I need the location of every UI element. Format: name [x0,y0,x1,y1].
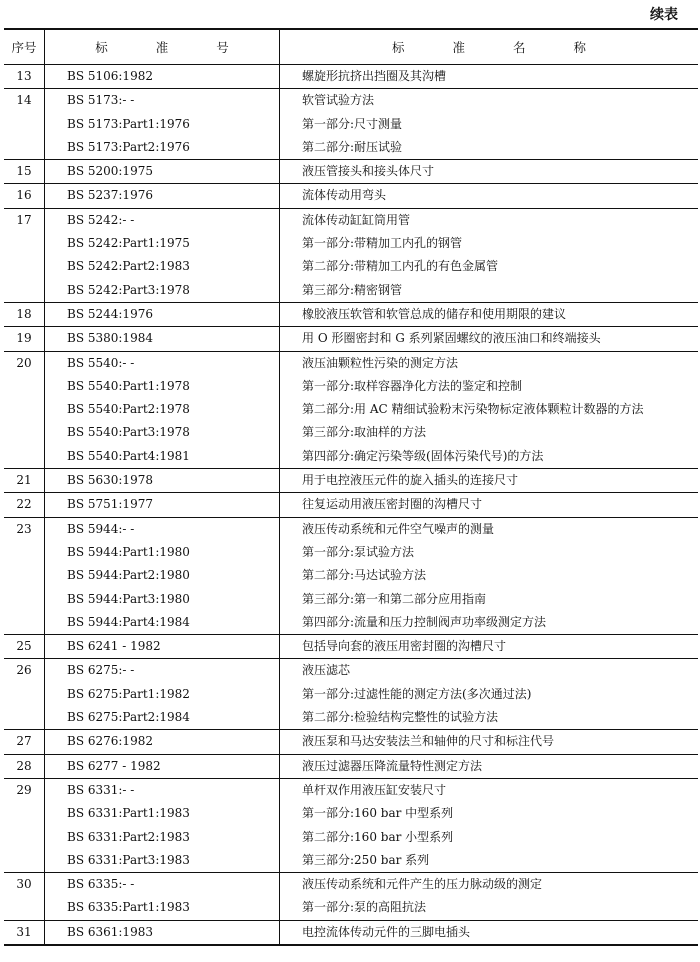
standard-code: BS 5173:Part2:1976 [44,136,279,159]
table-row [4,65,698,88]
standard-name: 单杆双作用液压缸安装尺寸 [279,779,698,802]
standard-code: BS 5242:Part3:1978 [44,279,279,302]
row-number [4,541,44,564]
standard-code: BS 6361:1983 [44,921,279,944]
table-row [4,588,698,611]
standard-name: 第二部分:检验结构完整性的试验方法 [279,706,698,729]
standard-code: BS 6277 - 1982 [44,755,279,778]
standard-name: 液压传动系统和元件产生的压力脉动级的测定 [279,873,698,896]
standard-code: BS 5540:Part4:1981 [44,445,279,468]
header-standard-no: 标 准 号 [44,30,279,64]
row-number [4,421,44,444]
standard-name: 第一部分:带精加工内孔的钢管 [279,232,698,255]
standard-name: 用 O 形圈密封和 G 系列紧固螺纹的液压油口和终端接头 [279,327,698,350]
standard-code: BS 5237:1976 [44,184,279,207]
standard-code: BS 5540:Part3:1978 [44,421,279,444]
table-row [4,208,698,232]
standard-name: 第三部分:精密钢管 [279,279,698,302]
row-number [4,255,44,278]
table-row [4,468,698,492]
standard-name: 第三部分:第一和第二部分应用指南 [279,588,698,611]
standard-code: BS 6275:Part1:1982 [44,683,279,706]
standard-name: 第四部分:确定污染等级(固体污染代号)的方法 [279,445,698,468]
standards-table [4,28,698,946]
standard-name: 流体传动用弯头 [279,184,698,207]
row-number [4,375,44,398]
standard-code: BS 5173:- - [44,89,279,112]
standard-name: 液压管接头和接头体尺寸 [279,160,698,183]
table-row [4,183,698,207]
header-no: 序号 [11,40,37,55]
standard-name: 第一部分:取样容器净化方法的鉴定和控制 [279,375,698,398]
standard-name: 第一部分:尺寸测量 [279,113,698,136]
standard-name: 第四部分:流量和压力控制阀声功率级测定方法 [279,611,698,634]
standard-code: BS 5200:1975 [44,160,279,183]
standard-name: 螺旋形抗挤出挡圈及其沟槽 [279,65,698,88]
standard-name: 橡胶液压软管和软管总成的储存和使用期限的建议 [279,303,698,326]
standard-code: BS 5751:1977 [44,493,279,516]
table-row [4,351,698,375]
row-number: 31 [16,924,32,939]
table-row [4,88,698,112]
table-header [4,30,698,65]
table-row [4,375,698,398]
table-row [4,255,698,278]
standard-code: BS 6331:Part1:1983 [44,802,279,825]
table-row [4,872,698,896]
table-row [4,896,698,919]
standard-code: BS 5540:Part1:1978 [44,375,279,398]
row-number: 16 [16,188,32,203]
table-row [4,634,698,658]
row-number: 13 [16,69,32,83]
table-row [4,232,698,255]
standard-name: 第二部分:用 AC 精细试验粉末污染物标定液体颗粒计数器的方法 [279,398,698,421]
standard-name: 第二部分:带精加工内孔的有色金属管 [279,255,698,278]
row-number [4,564,44,587]
table-row [4,683,698,706]
standard-name: 液压传动系统和元件空气噪声的测量 [279,518,698,541]
table-row [4,159,698,183]
standard-code: BS 6275:Part2:1984 [44,706,279,729]
standard-name: 第三部分:取油样的方法 [279,421,698,444]
standard-code: BS 5630:1978 [44,469,279,492]
row-number: 27 [16,734,32,749]
standard-name: 第一部分:泵试验方法 [279,541,698,564]
standard-name: 第一部分:160 bar 中型系列 [279,802,698,825]
row-number: 20 [16,355,32,370]
row-number [4,683,44,706]
table-row [4,849,698,872]
standard-code: BS 5242:Part1:1975 [44,232,279,255]
row-number: 23 [16,521,32,536]
table-row [4,302,698,326]
table-row [4,445,698,468]
standard-code: BS 5944:Part2:1980 [44,564,279,587]
standard-code: BS 5244:1976 [44,303,279,326]
row-number: 15 [16,164,32,179]
standard-code: BS 6331:- - [44,779,279,802]
table-row [4,658,698,682]
standard-code: BS 6241 - 1982 [44,635,279,658]
table-row [4,421,698,444]
row-number: 30 [16,877,32,892]
standard-code: BS 5380:1984 [44,327,279,350]
row-number: 19 [16,331,32,346]
table-row [4,778,698,802]
standard-name: 液压滤芯 [279,659,698,682]
standard-code: BS 5944:- - [44,518,279,541]
standard-name: 包括导向套的液压用密封圈的沟槽尺寸 [279,635,698,658]
row-number [4,279,44,302]
row-number: 17 [16,212,32,227]
table-row [4,492,698,516]
standard-code: BS 5540:Part2:1978 [44,398,279,421]
standard-code: BS 5173:Part1:1976 [44,113,279,136]
table-row [4,136,698,159]
row-number [4,445,44,468]
table-row [4,517,698,541]
row-number: 26 [16,663,32,678]
continued-label: 续表 [650,7,678,23]
table-row [4,802,698,825]
row-number: 29 [16,782,32,797]
standard-name: 软管试验方法 [279,89,698,112]
row-number: 21 [16,473,32,488]
table-row [4,564,698,587]
standard-name: 往复运动用液压密封圈的沟槽尺寸 [279,493,698,516]
table-row [4,279,698,302]
table-row [4,113,698,136]
table-row [4,754,698,778]
standard-name: 第三部分:250 bar 系列 [279,849,698,872]
standard-name: 电控流体传动元件的三脚电插头 [279,921,698,944]
table-row [4,398,698,421]
standard-code: BS 5944:Part1:1980 [44,541,279,564]
table-row [4,326,698,350]
row-number [4,826,44,849]
row-number [4,611,44,634]
standard-name: 第二部分:耐压试验 [279,136,698,159]
standard-code: BS 5540:- - [44,352,279,375]
row-number [4,896,44,919]
standard-name: 液压油颗粒性污染的测定方法 [279,352,698,375]
row-number: 14 [16,93,32,108]
standard-name: 液压泵和马达安装法兰和轴伸的尺寸和标注代号 [279,730,698,753]
row-number [4,113,44,136]
row-number [4,802,44,825]
standard-code: BS 6331:Part3:1983 [44,849,279,872]
standard-code: BS 6335:Part1:1983 [44,896,279,919]
standard-code: BS 5944:Part3:1980 [44,588,279,611]
standard-name: 第二部分:160 bar 小型系列 [279,826,698,849]
row-number [4,232,44,255]
standard-code: BS 6335:- - [44,873,279,896]
standard-code: BS 6275:- - [44,659,279,682]
table-row [4,541,698,564]
row-number: 18 [16,306,32,321]
table-row [4,706,698,729]
table-row [4,611,698,634]
standard-code: BS 5242:- - [44,209,279,232]
table-row [4,729,698,753]
standard-name: 用于电控液压元件的旋入插头的连接尺寸 [279,469,698,492]
row-number [4,398,44,421]
standard-name: 液压过滤器压降流量特性测定方法 [279,755,698,778]
standard-name: 流体传动缸缸筒用管 [279,209,698,232]
row-number [4,136,44,159]
row-number [4,588,44,611]
standard-name: 第二部分:马达试验方法 [279,564,698,587]
row-number: 28 [16,758,32,773]
row-number: 22 [16,497,32,512]
standard-code: BS 5944:Part4:1984 [44,611,279,634]
row-number [4,706,44,729]
standard-name: 第一部分:泵的高阻抗法 [279,896,698,919]
standard-code: BS 5106:1982 [44,65,279,88]
standard-code: BS 6331:Part2:1983 [44,826,279,849]
standard-name: 第一部分:过滤性能的测定方法(多次通过法) [279,683,698,706]
standard-code: BS 6276:1982 [44,730,279,753]
table-row [4,920,698,944]
header-standard-name: 标 准 名 称 [279,30,698,64]
standard-code: BS 5242:Part2:1983 [44,255,279,278]
table-body [4,65,698,944]
row-number: 25 [16,639,32,654]
row-number [4,849,44,872]
table-row [4,826,698,849]
